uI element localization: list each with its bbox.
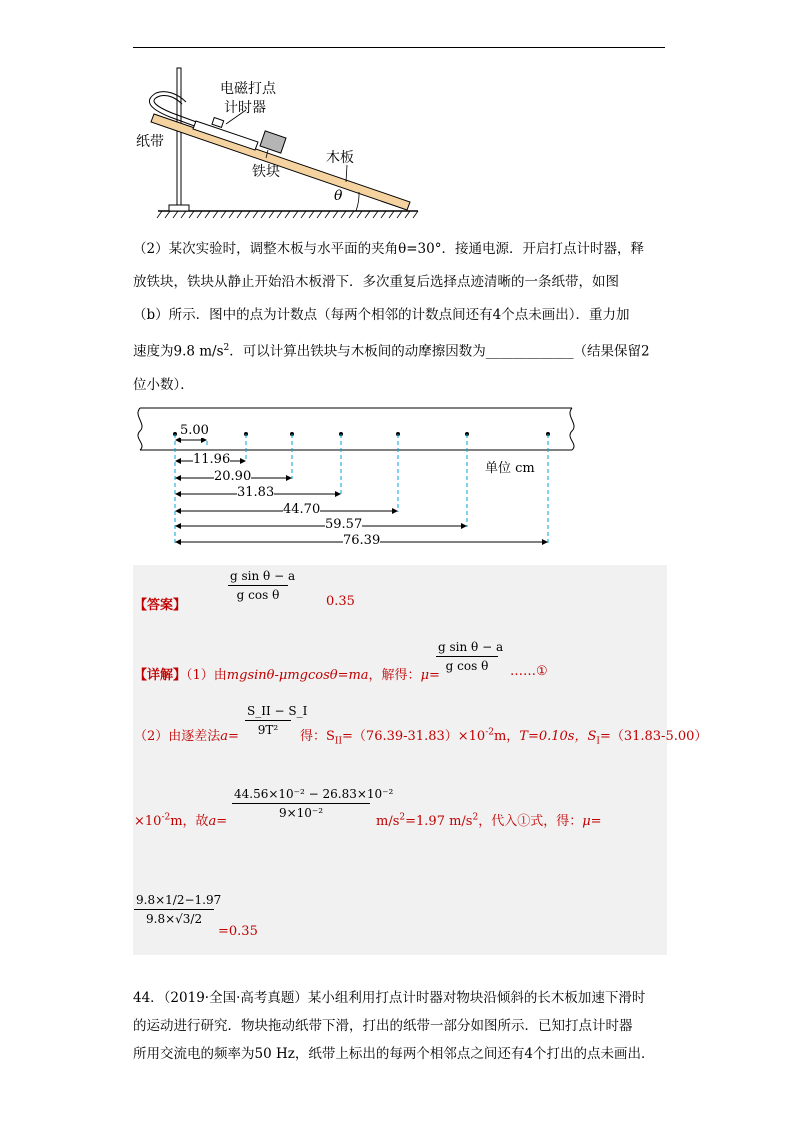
detail-step3-prefix: $\times 10^{-2}m$，故a= xyxy=(134,812,228,829)
question-44-line1: 44．（2019·全国·高考真题）某小组利用打点计时器对物块沿倾斜的长木板加速下滑时 xyxy=(133,990,646,1006)
answer-formula: g sin θ − a g cos θ xyxy=(230,569,296,602)
iron-block-label: 铁块 xyxy=(252,164,280,180)
detail-step2-fraction: S_II − S_I 9T² xyxy=(247,704,308,737)
distance-label-4: 31.83 xyxy=(237,485,275,500)
detail-step4-result: =0.35 xyxy=(218,924,258,939)
distance-label-3: 20.90 xyxy=(214,469,252,484)
part2-line3: （b）所示．图中的点为计数点（每两个相邻的计数点间还有4个点未画出）．重力加 xyxy=(133,307,630,323)
distance-label-1: 5.00 xyxy=(180,423,209,438)
distance-label-5: 44.70 xyxy=(283,502,321,517)
question-44-line3: 所用交流电的频率为50 Hz，纸带上标出的每两个相邻点之间还有4个打出的点未画出． xyxy=(133,1046,655,1062)
angle-theta-label: θ xyxy=(334,188,343,204)
timer-label-line1: 电磁打点 xyxy=(220,81,276,97)
wooden-board-label: 木板 xyxy=(326,150,354,166)
tape-dots xyxy=(173,432,550,436)
detail-step3-fraction: 44.56×10⁻² − 26.83×10⁻² 9×10⁻² xyxy=(234,787,394,820)
detail-step2-text: 得：$S_{II}=(76.39-31.83)\times 10^{-2}m$，T=0.10s，$S_I=(31.83-5.00)$ xyxy=(300,727,708,747)
equation-marker: ……① xyxy=(510,664,548,679)
part2-line5: 位小数）． xyxy=(133,376,194,393)
paper-tape-label: 纸带 xyxy=(136,134,164,150)
part2-line2: 放铁块，铁块从静止开始沿木板滑下．多次重复后选择点迹清晰的一条纸带，如图 xyxy=(133,274,619,290)
detail-step2-prefix: （2）由逐差法a= xyxy=(134,729,239,744)
answer-value: 0.35 xyxy=(326,594,355,609)
detail-step4-fraction: 9.8×1/2−1.97 9.8×√3/2 xyxy=(136,893,222,926)
answer-blank: _____________ xyxy=(485,343,574,360)
timer-label-line2: 计时器 xyxy=(224,100,266,116)
paper-tape-figure xyxy=(0,0,800,560)
detail-step1-fraction: g sin θ − a g cos θ xyxy=(438,640,504,673)
part2-line4: 速度为9.8 $m/s^2$．可以计算出铁块与木板间的动摩擦因数为_____________（结果保留2 xyxy=(133,343,650,360)
distance-label-2: 11.96 xyxy=(193,452,231,467)
detail-step1: 【详解】（1）由mgsinθ-μmgcosθ=ma，解得：μ= xyxy=(134,668,440,683)
detail-tag: 【详解】 xyxy=(134,668,187,683)
distance-label-6: 59.57 xyxy=(325,517,363,532)
question-44 xyxy=(133,984,678,1068)
detail-step3-text: $m/s^2=1.97$ $m/s^2$，代入①式，得：μ= xyxy=(376,812,602,829)
unit-label: 单位 cm xyxy=(485,461,535,476)
question-44-line2: 的运动进行研究．物块拖动纸带下滑，打出的纸带一部分如图所示．已知打点计时器 xyxy=(133,1018,633,1034)
distance-label-7: 76.39 xyxy=(343,533,381,548)
answer-tag: 【答案】 xyxy=(134,598,187,613)
part2-line1: （2）某次实验时，调整木板与水平面的夹角θ=30°．接通电源．开启打点计时器，释 xyxy=(133,241,644,257)
